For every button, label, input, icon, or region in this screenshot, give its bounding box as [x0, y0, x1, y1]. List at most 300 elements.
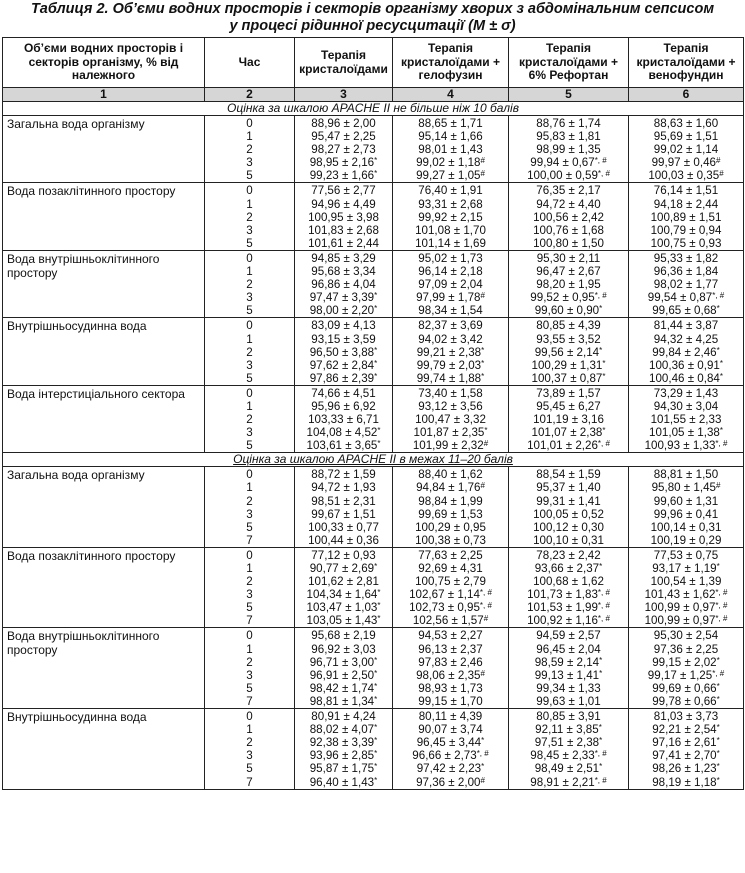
- value: 99,56 ± 2,14*: [534, 345, 603, 359]
- hour-value: 5: [246, 371, 253, 385]
- value: 95,83 ± 1,81: [536, 130, 601, 144]
- table-row: [3, 183, 744, 250]
- hours-cell: [205, 183, 295, 250]
- value: 99,15 ± 1,70: [418, 694, 483, 708]
- value: 97,09 ± 2,04: [418, 278, 483, 292]
- value: 100,47 ± 3,32: [415, 413, 486, 427]
- significance-marker: *: [598, 723, 602, 733]
- value: 99,54 ± 0,87*, #: [647, 291, 725, 305]
- significance-marker: *: [377, 439, 381, 449]
- significance-marker: *, #: [715, 439, 728, 449]
- value: 96,86 ± 4,04: [311, 278, 376, 292]
- value: 74,66 ± 4,51: [311, 386, 376, 400]
- value: 99,94 ± 0,67*, #: [530, 156, 607, 170]
- value: 92,69 ± 4,31: [418, 562, 483, 575]
- value-cell-c5: [509, 250, 629, 317]
- significance-marker: *: [599, 655, 603, 665]
- significance-marker: *, #: [597, 439, 610, 449]
- value: 101,83 ± 2,68: [308, 223, 379, 237]
- significance-marker: #: [480, 291, 485, 301]
- value: 98,45 ± 2,33*, #: [530, 749, 607, 763]
- significance-marker: *: [377, 614, 381, 624]
- table-title-line2: у процесі рідинної ресусцитації (М ± σ): [229, 18, 516, 34]
- value: 77,53 ± 0,75: [653, 548, 719, 562]
- hours-cell: [205, 628, 295, 709]
- value: 98,91 ± 2,21*, #: [530, 775, 607, 789]
- value: 99,63 ± 1,01: [536, 694, 601, 708]
- table-row: [3, 116, 744, 183]
- header-crystalloids: Терапія кристалоїдами: [295, 38, 393, 88]
- value: 77,63 ± 2,25: [418, 548, 483, 562]
- section-title-text: Оцінка за шкалою APACHE II в межах 11–20 балів: [233, 452, 513, 467]
- hour-value: 5: [246, 439, 253, 453]
- value: 98,51 ± 2,31: [311, 494, 376, 508]
- value-cell-c3: [295, 250, 393, 317]
- significance-marker: *, #: [479, 601, 492, 611]
- value: 99,60 ± 0,90*: [534, 304, 603, 318]
- value: 98,27 ± 2,73: [311, 143, 376, 157]
- value: 80,85 ± 3,91: [536, 710, 601, 724]
- value: 83,09 ± 4,13: [311, 319, 376, 333]
- hour-value: 1: [246, 130, 253, 144]
- significance-marker: *: [716, 562, 720, 571]
- significance-marker: *: [599, 668, 603, 678]
- significance-marker: *: [374, 668, 378, 678]
- row-label: Загальна вода організму: [3, 116, 205, 183]
- value: 100,80 ± 1,50: [533, 236, 604, 250]
- significance-marker: *: [716, 655, 720, 665]
- value: 99,67 ± 1,51: [311, 507, 376, 521]
- value: 100,12 ± 0,30: [533, 520, 604, 534]
- col-number: 2: [205, 88, 295, 102]
- value: 100,44 ± 0,36: [308, 533, 379, 547]
- significance-marker: #: [483, 439, 489, 449]
- value: 95,87 ± 1,75*: [309, 762, 378, 776]
- value-cell-c4: [393, 467, 509, 548]
- value-cell-c5: [509, 385, 629, 452]
- value: 100,29 ± 1,31*: [531, 358, 606, 372]
- significance-marker: *: [716, 749, 720, 759]
- hour-value: 0: [246, 386, 253, 400]
- value: 100,75 ± 0,93: [650, 236, 722, 250]
- significance-marker: *, #: [594, 291, 607, 301]
- value: 95,80 ± 1,45#: [651, 481, 721, 495]
- value-cell-c3: [295, 183, 393, 250]
- value: 99,17 ± 1,25*, #: [647, 668, 725, 682]
- hour-value: 0: [246, 710, 253, 724]
- value-cell-c6: [629, 250, 744, 317]
- value: 98,02 ± 1,77: [653, 278, 719, 292]
- value: 96,36 ± 1,84: [653, 265, 719, 279]
- significance-marker: *: [716, 345, 720, 355]
- value: 94,72 ± 1,93: [311, 481, 376, 495]
- hour-value: 7: [246, 533, 253, 547]
- significance-marker: *: [374, 775, 378, 785]
- section-header-row: [3, 453, 744, 467]
- value: 99,69 ± 1,53: [418, 507, 483, 521]
- value-cell-c6: [629, 547, 744, 628]
- value: 100,03 ± 0,35#: [648, 169, 724, 183]
- value: 98,00 ± 2,20*: [309, 304, 378, 318]
- value-cell-c4: [393, 628, 509, 709]
- significance-marker: #: [715, 481, 721, 491]
- hour-value: 3: [246, 358, 253, 372]
- significance-marker: *: [719, 371, 723, 381]
- significance-marker: *: [602, 358, 606, 368]
- value: 98,81 ± 1,34*: [309, 694, 378, 708]
- value: 94,18 ± 2,44: [653, 197, 719, 211]
- value: 73,89 ± 1,57: [536, 386, 601, 400]
- table-title: [0, 0, 745, 35]
- value: 88,65 ± 1,71: [418, 117, 483, 130]
- row-label: Загальна вода організму: [3, 467, 205, 548]
- value: 101,99 ± 2,32#: [412, 439, 489, 453]
- hours-cell: [205, 250, 295, 317]
- value: 96,45 ± 3,44*: [416, 736, 485, 750]
- significance-marker: *: [599, 345, 603, 355]
- hour-value: 3: [246, 668, 253, 682]
- significance-marker: *: [374, 358, 378, 368]
- hour-value: 1: [246, 562, 253, 575]
- significance-marker: *, #: [715, 601, 728, 611]
- significance-marker: *: [599, 304, 603, 314]
- value: 100,68 ± 1,62: [533, 575, 604, 589]
- value-cell-c6: [629, 385, 744, 452]
- value: 93,96 ± 2,85*: [309, 749, 378, 763]
- value: 101,19 ± 3,16: [533, 413, 604, 427]
- value: 102,67 ± 1,14*, #: [409, 588, 492, 602]
- row-label: Вода інтерстиціального сектора: [3, 385, 205, 452]
- value-cell-c5: [509, 116, 629, 183]
- value: 99,78 ± 0,66*: [652, 694, 720, 708]
- significance-marker: #: [483, 614, 489, 624]
- significance-marker: *: [374, 291, 378, 301]
- value: 92,21 ± 2,54*: [652, 723, 720, 737]
- significance-marker: *: [716, 736, 720, 746]
- table-title-line1: Таблиця 2. Об’єми водних просторів і секторів організму хворих з абдомінальним сепсисом: [30, 1, 715, 17]
- value-cell-c4: [393, 709, 509, 790]
- significance-marker: *, #: [597, 601, 610, 611]
- value: 99,84 ± 2,46*: [652, 345, 720, 359]
- value: 94,59 ± 2,57: [536, 629, 601, 643]
- value: 96,45 ± 2,04: [536, 642, 601, 656]
- value: 100,05 ± 0,52: [533, 507, 604, 521]
- hour-value: 0: [246, 184, 253, 198]
- hour-value: 0: [246, 629, 253, 643]
- significance-marker: *: [716, 775, 720, 785]
- hour-value: 5: [246, 169, 253, 183]
- value: 76,40 ± 1,91: [418, 184, 483, 198]
- hour-value: 2: [246, 143, 253, 157]
- value: 100,38 ± 0,73: [415, 533, 486, 547]
- value: 102,56 ± 1,57#: [412, 614, 489, 628]
- value: 101,14 ± 1,69: [415, 236, 486, 250]
- significance-marker: *: [602, 426, 606, 436]
- value: 88,81 ± 1,50: [653, 468, 719, 482]
- value: 100,46 ± 0,84*: [649, 371, 723, 385]
- hour-value: 0: [246, 548, 253, 562]
- significance-marker: #: [715, 156, 721, 166]
- value: 80,91 ± 4,24: [311, 710, 376, 724]
- col-number: 6: [629, 88, 744, 102]
- value: 95,68 ± 2,19: [311, 629, 376, 643]
- value: 100,37 ± 0,87*: [531, 371, 606, 385]
- significance-marker: *, #: [597, 588, 610, 598]
- value: 96,47 ± 2,67: [536, 265, 601, 279]
- hours-cell: [205, 709, 295, 790]
- value: 96,50 ± 3,88*: [309, 345, 378, 359]
- value: 100,54 ± 1,39: [650, 575, 722, 589]
- value: 97,16 ± 2,61*: [652, 736, 720, 750]
- value: 77,56 ± 2,77: [311, 184, 376, 198]
- value: 96,71 ± 3,00*: [309, 655, 378, 669]
- significance-marker: *, #: [712, 291, 725, 301]
- value: 93,31 ± 2,68: [418, 197, 483, 211]
- row-label: Внутрішньосудинна вода: [3, 709, 205, 790]
- value: 81,44 ± 3,87: [653, 319, 719, 333]
- value: 99,69 ± 0,66*: [652, 681, 720, 695]
- value: 98,26 ± 1,23*: [652, 762, 720, 776]
- value: 97,51 ± 2,38*: [534, 736, 603, 750]
- section-title: [3, 453, 744, 467]
- value: 97,42 ± 2,23*: [416, 762, 485, 776]
- value: 101,01 ± 2,26*, #: [527, 439, 610, 453]
- value: 82,37 ± 3,69: [418, 319, 483, 333]
- hour-value: 2: [246, 210, 253, 224]
- hours-cell: [205, 547, 295, 628]
- value: 95,69 ± 1,51: [653, 130, 719, 144]
- significance-marker: *: [374, 304, 378, 314]
- section-title-text: Оцінка за шкалою APACHE II не більше ніж 10 балів: [227, 101, 519, 115]
- significance-marker: *, #: [479, 588, 492, 598]
- value: 95,30 ± 2,11: [536, 251, 601, 265]
- hour-value: 1: [246, 481, 253, 495]
- hour-value: 5: [246, 681, 253, 695]
- value: 80,11 ± 4,39: [418, 710, 483, 724]
- significance-marker: *, #: [476, 749, 489, 759]
- value: 95,68 ± 3,34: [311, 265, 376, 279]
- significance-marker: *: [481, 762, 485, 772]
- value: 94,30 ± 3,04: [653, 399, 719, 413]
- hour-value: 3: [246, 588, 253, 602]
- table-row: [3, 318, 744, 385]
- value: 100,36 ± 0,91*: [649, 358, 723, 372]
- value: 99,52 ± 0,95*, #: [530, 291, 607, 305]
- value: 95,02 ± 1,73: [418, 251, 483, 265]
- value: 94,85 ± 3,29: [311, 251, 376, 265]
- value: 101,08 ± 1,70: [415, 223, 486, 237]
- value: 92,38 ± 3,39*: [309, 736, 378, 750]
- value: 90,77 ± 2,69*: [309, 562, 378, 575]
- value: 93,66 ± 2,37*: [534, 562, 603, 575]
- header-volumes: Об’єми водних просторів і секторів організму, % від належного: [3, 38, 205, 88]
- value: 101,55 ± 2,33: [650, 413, 722, 427]
- table-body: [3, 102, 744, 790]
- hour-value: 2: [246, 575, 253, 589]
- significance-marker: #: [480, 169, 485, 179]
- value: 93,12 ± 3,56: [418, 399, 483, 413]
- significance-marker: *: [481, 736, 485, 746]
- value: 101,53 ± 1,99*, #: [527, 601, 610, 615]
- value: 101,87 ± 2,35*: [413, 426, 488, 440]
- hour-value: 5: [246, 236, 253, 250]
- value: 99,27 ± 1,05#: [416, 169, 485, 183]
- hour-value: 1: [246, 265, 253, 279]
- hour-value: 5: [246, 304, 253, 318]
- significance-marker: #: [480, 481, 485, 491]
- value: 97,83 ± 2,46: [418, 655, 483, 669]
- value: 93,55 ± 3,52: [536, 332, 601, 346]
- value: 100,92 ± 1,16*, #: [527, 614, 610, 628]
- value: 97,36 ± 2,00#: [416, 775, 485, 789]
- value: 96,66 ± 2,73*, #: [412, 749, 489, 763]
- value: 96,40 ± 1,43*: [309, 775, 378, 789]
- hour-value: 5: [246, 520, 253, 534]
- value: 103,05 ± 1,43*: [306, 614, 381, 628]
- significance-marker: #: [480, 775, 485, 785]
- value: 100,00 ± 0,59*, #: [527, 169, 610, 183]
- row-label: Вода позаклітинного простору: [3, 183, 205, 250]
- value: 100,56 ± 2,42: [533, 210, 604, 224]
- significance-marker: *: [716, 694, 720, 704]
- value: 99,97 ± 0,46#: [651, 156, 721, 170]
- value: 98,42 ± 1,74*: [309, 681, 378, 695]
- value: 99,79 ± 2,03*: [416, 358, 485, 372]
- value: 100,79 ± 0,94: [650, 223, 722, 237]
- value: 99,60 ± 1,31: [653, 494, 719, 508]
- hour-value: 2: [246, 345, 253, 359]
- row-label: Вода позаклітинного простору: [3, 547, 205, 628]
- significance-marker: *, #: [712, 668, 725, 678]
- value-cell-c4: [393, 116, 509, 183]
- value: 96,91 ± 2,50*: [309, 668, 378, 682]
- value: 100,75 ± 2,79: [415, 575, 486, 589]
- hour-value: 1: [246, 399, 253, 413]
- value-cell-c6: [629, 183, 744, 250]
- value: 98,99 ± 1,35: [536, 143, 601, 157]
- value-cell-c5: [509, 547, 629, 628]
- value: 90,07 ± 3,74: [418, 723, 483, 737]
- significance-marker: *, #: [594, 749, 607, 759]
- value: 95,37 ± 1,40: [536, 481, 601, 495]
- value: 100,76 ± 1,68: [533, 223, 604, 237]
- value: 98,95 ± 2,16*: [309, 156, 378, 170]
- hour-value: 2: [246, 655, 253, 669]
- hour-value: 1: [246, 723, 253, 737]
- table-row: [3, 709, 744, 790]
- header-refortan: Терапія кристалоїдами + 6% Рефортан: [509, 38, 629, 88]
- significance-marker: *: [374, 736, 378, 746]
- section-title: [3, 102, 744, 116]
- value: 93,15 ± 3,59: [311, 332, 376, 346]
- significance-marker: *: [374, 562, 378, 571]
- value: 95,33 ± 1,82: [653, 251, 719, 265]
- significance-marker: *: [716, 723, 720, 733]
- value-cell-c3: [295, 116, 393, 183]
- value: 94,72 ± 4,40: [536, 197, 601, 211]
- significance-marker: *, #: [715, 588, 728, 598]
- value: 95,96 ± 6,92: [311, 399, 376, 413]
- section-header-row: [3, 102, 744, 116]
- value: 73,29 ± 1,43: [653, 386, 719, 400]
- hour-value: 1: [246, 642, 253, 656]
- value-cell-c3: [295, 709, 393, 790]
- value: 104,08 ± 4,52*: [306, 426, 381, 440]
- value-cell-c5: [509, 628, 629, 709]
- significance-marker: *, #: [597, 169, 610, 179]
- value: 98,59 ± 2,14*: [534, 655, 603, 669]
- value: 100,99 ± 0,97*, #: [644, 601, 728, 615]
- header-time: Час: [205, 38, 295, 88]
- value: 93,17 ± 1,19*: [652, 562, 720, 575]
- significance-marker: *: [719, 358, 723, 368]
- value-cell-c4: [393, 250, 509, 317]
- value: 100,93 ± 1,33*, #: [644, 439, 728, 453]
- value: 98,93 ± 1,73: [418, 681, 483, 695]
- row-label: Вода внутрішньоклітинного простору: [3, 628, 205, 709]
- hours-cell: [205, 116, 295, 183]
- value: 88,96 ± 2,00: [311, 117, 376, 130]
- value: 88,72 ± 1,59: [311, 468, 376, 482]
- hour-value: 1: [246, 197, 253, 211]
- value: 101,43 ± 1,62*, #: [644, 588, 728, 602]
- value-cell-c5: [509, 467, 629, 548]
- value: 88,54 ± 1,59: [536, 468, 601, 482]
- hours-cell: [205, 385, 295, 452]
- value: 96,92 ± 3,03: [311, 642, 376, 656]
- significance-marker: #: [480, 668, 485, 678]
- value: 81,03 ± 3,73: [653, 710, 719, 724]
- value: 97,86 ± 2,39*: [309, 371, 378, 385]
- significance-marker: *: [716, 304, 720, 314]
- value: 92,11 ± 3,85*: [535, 723, 602, 737]
- data-table: [2, 37, 744, 790]
- hour-value: 0: [246, 251, 253, 265]
- hour-value: 5: [246, 601, 253, 615]
- significance-marker: *: [374, 156, 378, 166]
- value: 96,14 ± 2,18: [418, 265, 483, 279]
- col-number: 4: [393, 88, 509, 102]
- value-cell-c6: [629, 628, 744, 709]
- value: 76,14 ± 1,51: [653, 184, 719, 198]
- value-cell-c6: [629, 318, 744, 385]
- value: 101,05 ± 1,38*: [649, 426, 723, 440]
- value: 103,61 ± 3,65*: [306, 439, 381, 453]
- value: 104,34 ± 1,64*: [306, 588, 381, 602]
- value: 99,21 ± 2,38*: [416, 345, 485, 359]
- value: 100,33 ± 0,77: [308, 520, 379, 534]
- table-row: [3, 250, 744, 317]
- value-cell-c6: [629, 467, 744, 548]
- hour-value: 3: [246, 223, 253, 237]
- value: 76,35 ± 2,17: [536, 184, 601, 198]
- value: 94,84 ± 1,76#: [416, 481, 485, 495]
- col-number: 3: [295, 88, 393, 102]
- hour-value: 3: [246, 426, 253, 440]
- hour-value: 1: [246, 332, 253, 346]
- value-cell-c5: [509, 318, 629, 385]
- significance-marker: *: [602, 371, 606, 381]
- significance-marker: *: [374, 681, 378, 691]
- hour-value: 2: [246, 494, 253, 508]
- table-row: [3, 385, 744, 452]
- significance-marker: #: [719, 169, 724, 179]
- value: 98,19 ± 1,18*: [652, 775, 720, 789]
- value: 77,12 ± 0,93: [311, 548, 376, 562]
- significance-marker: *: [484, 426, 488, 436]
- hour-value: 0: [246, 468, 253, 482]
- value: 101,07 ± 2,38*: [531, 426, 606, 440]
